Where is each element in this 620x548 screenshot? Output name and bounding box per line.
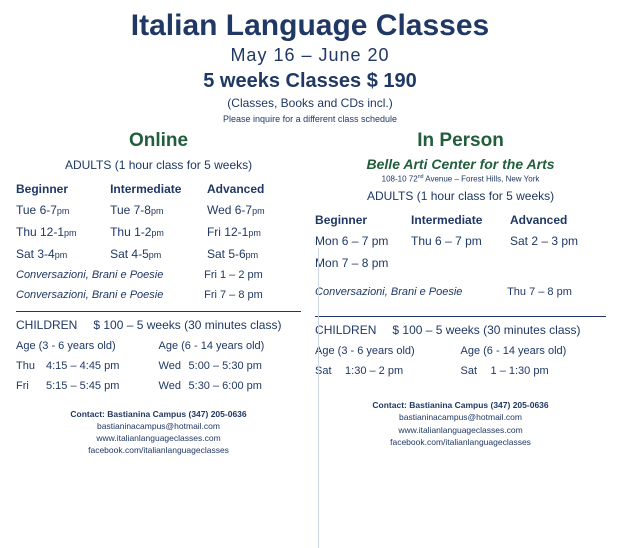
kids-slot-4 xyxy=(159,376,302,396)
age-group-1: Age (3 - 6 years old) xyxy=(16,339,116,352)
address-ordinal: nd xyxy=(417,173,424,180)
inperson-children-line xyxy=(315,323,606,337)
level-beginner: Beginner xyxy=(16,181,69,196)
venue-name: Belle Arti Center for the Arts xyxy=(366,155,555,172)
table-row xyxy=(16,243,301,265)
page-title: Italian Language Classes xyxy=(130,9,490,42)
venue-address xyxy=(315,174,606,184)
address-post: Avenue – Forest Hills, New York xyxy=(423,174,540,184)
cell-suffix: pm xyxy=(56,205,70,216)
cell-intermediate-2 xyxy=(110,221,207,243)
cell-text: Tue 7-8 xyxy=(110,202,151,217)
inperson-adults-table xyxy=(315,209,606,274)
cell-intermediate-2 xyxy=(411,252,510,274)
contact-line xyxy=(16,408,301,420)
cell-beginner-2: Mon 7 – 8 pm xyxy=(315,256,389,271)
online-conversation-table xyxy=(16,265,301,305)
inperson-divider xyxy=(315,316,606,317)
contact-facebook[interactable]: facebook.com/italianlanguageclasses xyxy=(88,445,229,456)
contact-email[interactable]: bastianinacampus@hotmail.com xyxy=(399,412,522,423)
table-row xyxy=(315,230,606,252)
cell-suffix: pm xyxy=(248,227,261,238)
cell-beginner-2 xyxy=(16,221,110,243)
cell-text: Tue 6-7 xyxy=(16,202,57,217)
cell-suffix: pm xyxy=(148,249,162,260)
online-children-line xyxy=(16,318,301,332)
kids-time: 5:30 – 6:00 pm xyxy=(188,379,262,392)
kids-slot-2 xyxy=(159,356,302,376)
cell-intermediate-3 xyxy=(110,243,207,265)
online-children-table xyxy=(16,336,301,396)
included-note: (Classes, Books and CDs incl.) xyxy=(227,95,393,110)
inperson-column xyxy=(305,130,610,457)
table-row xyxy=(16,221,301,243)
inperson-heading: In Person xyxy=(417,129,504,151)
age-group-1: Age (3 - 6 years old) xyxy=(315,345,415,358)
cell-text: Thu 12-1 xyxy=(16,224,65,239)
contact-website[interactable]: www.italianlanguageclasses.com xyxy=(96,433,221,444)
kids-day: Thu xyxy=(16,359,35,372)
level-advanced: Advanced xyxy=(206,181,265,196)
table-row xyxy=(16,199,301,221)
table-row xyxy=(315,282,606,302)
contact-line xyxy=(315,399,606,411)
contact-phone: (347) 205-0636 xyxy=(488,400,549,411)
contact-label: Contact: xyxy=(372,400,410,411)
kids-day: Sat xyxy=(460,365,478,378)
level-intermediate: Intermediate xyxy=(110,181,182,196)
kids-time: 5:15 – 5:45 pm xyxy=(46,379,120,392)
inquire-note: Please inquire for a different class schedule xyxy=(223,113,397,124)
date-range: May 16 – June 20 xyxy=(230,44,390,65)
table-header-row xyxy=(16,178,301,199)
inperson-conversation-table xyxy=(315,282,606,302)
cell-beginner-1 xyxy=(16,199,110,221)
kids-day: Wed xyxy=(158,359,181,372)
cell-intermediate-1: Thu 6 – 7 pm xyxy=(411,234,482,249)
inperson-contact-block xyxy=(315,399,606,448)
price-line: 5 weeks Classes $ 190 xyxy=(203,69,417,92)
table-row xyxy=(315,252,606,274)
online-adults-note: ADULTS (1 hour class for 5 weeks) xyxy=(64,157,253,172)
contact-name: Bastianina Campus xyxy=(409,400,489,411)
table-row xyxy=(315,361,606,381)
conversation-label-1: Conversazioni, Brani e Poesie xyxy=(16,268,164,281)
kids-day: Fri xyxy=(16,379,29,392)
table-row xyxy=(315,341,606,361)
cell-text: Sat 3-4 xyxy=(16,246,55,261)
kids-slot-2 xyxy=(461,361,606,381)
level-intermediate: Intermediate xyxy=(411,213,483,228)
kids-slot-1 xyxy=(315,361,460,381)
contact-phone: (347) 205-0636 xyxy=(186,408,247,419)
address-pre: 108-10 72 xyxy=(381,174,418,184)
contact-name: Bastianina Campus xyxy=(107,408,187,419)
contact-email[interactable]: bastianinacampus@hotmail.com xyxy=(97,420,220,431)
conversation-time-2: Fri 7 – 8 pm xyxy=(204,288,263,301)
online-divider xyxy=(16,311,301,312)
cell-suffix: pm xyxy=(252,205,265,216)
cell-intermediate-1 xyxy=(110,199,207,221)
children-label: CHILDREN xyxy=(315,323,377,338)
table-row xyxy=(16,285,301,305)
online-column xyxy=(10,130,305,457)
kids-time: 4:15 – 4:45 pm xyxy=(46,359,120,372)
conversation-label-1: Conversazioni, Brani e Poesie xyxy=(315,286,463,299)
conversation-label-2: Conversazioni, Brani e Poesie xyxy=(16,288,164,301)
kids-time: 1 – 1:30 pm xyxy=(490,365,549,378)
kids-slot-1 xyxy=(16,356,159,376)
cell-suffix: pm xyxy=(150,205,164,216)
contact-facebook[interactable]: facebook.com/italianlanguageclasses xyxy=(390,437,531,448)
kids-day: Wed xyxy=(158,379,181,392)
cell-text: Fri 12-1 xyxy=(206,224,249,239)
age-group-2: Age (6 - 14 years old) xyxy=(158,339,265,352)
online-adults-table xyxy=(16,178,301,265)
cell-text: Wed 6-7 xyxy=(206,202,253,217)
cell-suffix: pm xyxy=(64,227,77,238)
cell-text: Sat 4-5 xyxy=(110,246,149,261)
table-row xyxy=(16,265,301,285)
schedule-columns xyxy=(10,130,610,457)
kids-slot-3 xyxy=(16,376,159,396)
online-contact-block xyxy=(16,408,301,457)
conversation-time-1: Fri 1 – 2 pm xyxy=(204,268,263,281)
cell-advanced-2 xyxy=(207,221,301,243)
age-group-2: Age (6 - 14 years old) xyxy=(460,345,567,358)
table-row xyxy=(16,376,301,396)
cell-suffix: pm xyxy=(151,227,164,238)
children-price: $ 100 – 5 weeks (30 minutes class) xyxy=(93,317,282,332)
cell-advanced-1: Sat 2 – 3 pm xyxy=(509,234,579,249)
cell-text: Sat 5-6 xyxy=(206,246,246,261)
kids-day: Sat xyxy=(315,365,332,378)
online-heading: Online xyxy=(128,129,189,151)
contact-label: Contact: xyxy=(70,408,108,419)
cell-beginner-1: Mon 6 – 7 pm xyxy=(315,234,389,249)
children-label: CHILDREN xyxy=(16,317,78,332)
children-price: $ 100 – 5 weeks (30 minutes class) xyxy=(392,323,581,338)
level-beginner: Beginner xyxy=(315,213,368,228)
conversation-time-1: Thu 7 – 8 pm xyxy=(507,286,572,299)
inperson-adults-note: ADULTS (1 hour class for 5 weeks) xyxy=(366,189,555,204)
inperson-children-table xyxy=(315,341,606,381)
table-row xyxy=(16,356,301,376)
cell-advanced-1 xyxy=(207,199,301,221)
column-divider xyxy=(318,248,319,548)
kids-time: 5:00 – 5:30 pm xyxy=(188,359,262,372)
cell-beginner-3 xyxy=(16,243,110,265)
cell-advanced-3 xyxy=(207,243,301,265)
cell-suffix: pm xyxy=(54,249,68,260)
kids-time: 1:30 – 2 pm xyxy=(345,365,404,378)
cell-text: Thu 1-2 xyxy=(110,224,152,239)
level-advanced: Advanced xyxy=(509,213,568,228)
cell-suffix: pm xyxy=(245,249,259,260)
contact-website[interactable]: www.italianlanguageclasses.com xyxy=(398,424,523,435)
table-row xyxy=(16,336,301,356)
cell-advanced-2 xyxy=(510,252,606,274)
table-header-row xyxy=(315,209,606,230)
